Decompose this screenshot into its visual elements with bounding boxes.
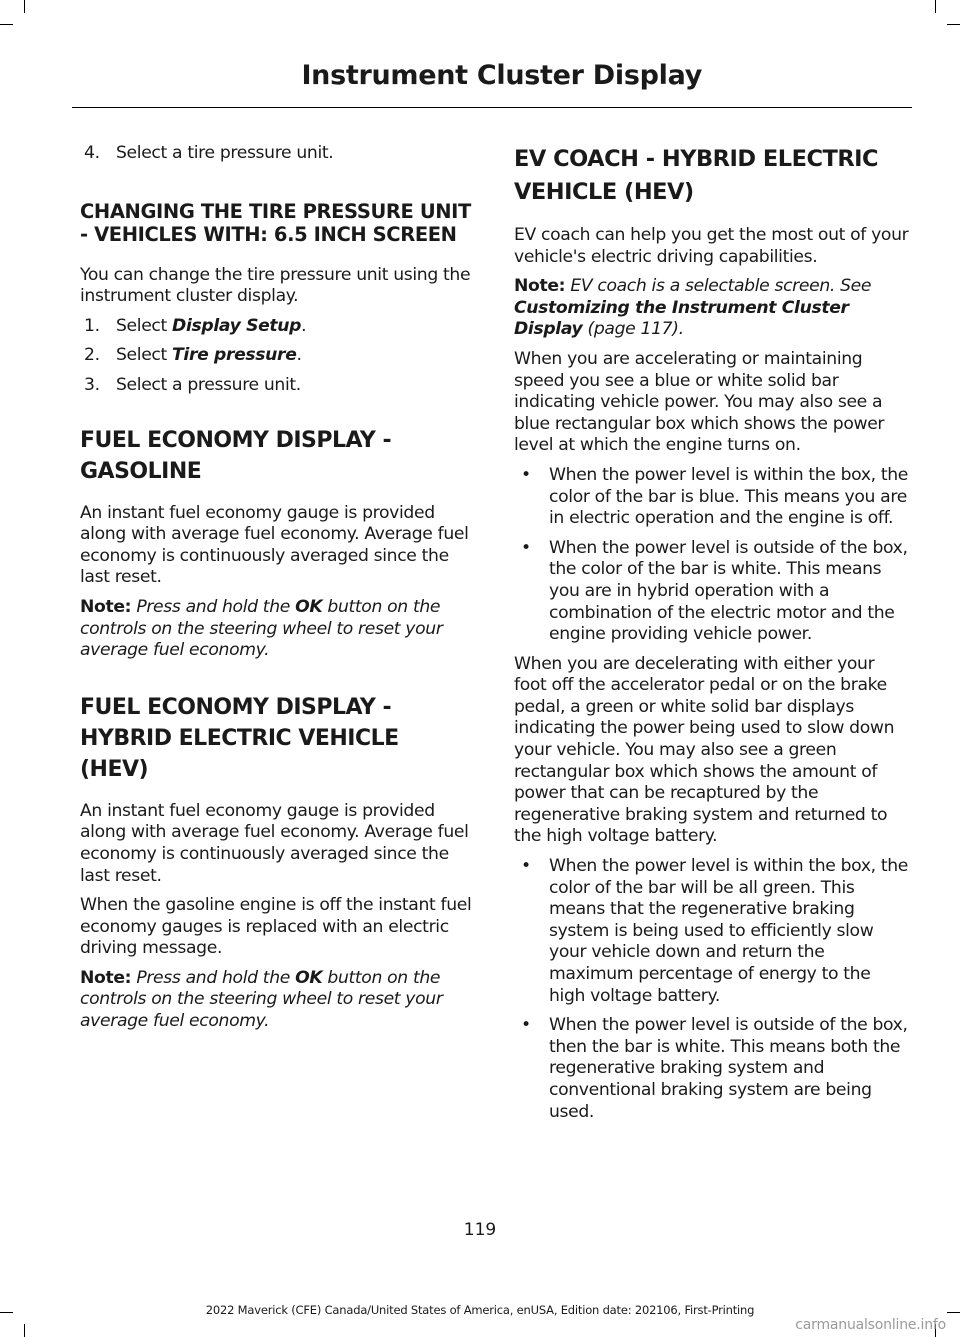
menu-reference: Display Setup bbox=[172, 315, 302, 336]
note-text: Press and hold the bbox=[131, 596, 296, 617]
crop-mark bbox=[935, 0, 936, 13]
step-number: 4. bbox=[84, 143, 100, 163]
page-header-title: Instrument Cluster Display bbox=[301, 60, 702, 91]
step-item bbox=[80, 345, 475, 367]
step-number: 2. bbox=[84, 345, 100, 366]
cross-reference-link[interactable]: Customizing the Instrument Cluster Display bbox=[514, 297, 849, 340]
step-text: Select a tire pressure unit. bbox=[116, 143, 334, 163]
header-rule bbox=[72, 107, 912, 108]
heading-line: FUEL ECONOMY DISPLAY - bbox=[80, 427, 392, 453]
step-text: . bbox=[296, 345, 302, 366]
heading-line: HYBRID ELECTRIC VEHICLE bbox=[80, 725, 399, 751]
step-text: . bbox=[301, 315, 307, 336]
bullet-icon: • bbox=[521, 856, 531, 877]
note-label: Note: bbox=[80, 596, 132, 617]
bullet-item bbox=[514, 856, 909, 1007]
note-text: (page 117). bbox=[582, 319, 684, 340]
bullet-text: When the power level is outside of the box, the color of the bar is white. This means you are in hybrid operation with a combination of the electric motor and the engine providing vehicle power. bbox=[549, 537, 908, 645]
heading-line: EV COACH - HYBRID ELECTRIC bbox=[514, 146, 879, 172]
note-text: Press and hold the bbox=[131, 967, 296, 988]
crop-mark bbox=[947, 24, 960, 25]
bullet-text: When the power level is within the box, the color of the bar is blue. This means you are in electric operation and the engine is off. bbox=[549, 464, 909, 529]
bullet-icon: • bbox=[521, 464, 531, 485]
step-item bbox=[80, 375, 475, 397]
step-item bbox=[80, 143, 475, 165]
heading-line: (HEV) bbox=[80, 756, 149, 782]
bullet-text: When the power level is outside of the box, then the bar is white. This means both the regenerative braking system and conventional braking system are being used. bbox=[549, 1015, 908, 1122]
paragraph: An instant fuel economy gauge is provided along with average fuel economy. Average fuel economy is continuously averaged since the last reset. bbox=[80, 800, 469, 886]
section-heading-ev-coach bbox=[514, 143, 909, 209]
right-column bbox=[514, 143, 909, 1123]
left-column bbox=[80, 143, 475, 1033]
bullet-icon: • bbox=[521, 537, 531, 558]
note bbox=[80, 597, 475, 662]
note bbox=[514, 276, 909, 341]
section-heading-fuel-economy-hev bbox=[80, 692, 475, 785]
paragraph: An instant fuel economy gauge is provided along with average fuel economy. Average fuel economy is continuously averaged since the last reset. bbox=[80, 502, 469, 588]
step-number: 3. bbox=[84, 374, 100, 395]
heading-line: GASOLINE bbox=[80, 458, 202, 484]
menu-reference: Tire pressure bbox=[172, 345, 297, 366]
note-label: Note: bbox=[514, 276, 566, 297]
heading-line: VEHICLE (HEV) bbox=[514, 179, 694, 205]
bullet-item bbox=[514, 538, 909, 646]
paragraph: When you are decelerating with either your foot off the accelerator pedal or on the brake pedal, a green or white solid bar displays indicating the power being used to slow down your vehicle. You may also see a green rectangular box which shows the amount of power that can be recaptured by the regenerative braking system and returned to the high voltage battery. bbox=[514, 653, 895, 847]
note bbox=[80, 968, 475, 1033]
bullet-item bbox=[514, 465, 909, 530]
step-text: Select a pressure unit. bbox=[116, 374, 301, 395]
paragraph: When you are accelerating or maintaining speed you see a blue or white solid bar indicating vehicle power. You may also see a blue rectangular box which shows the power level at which the engine turns on. bbox=[514, 348, 885, 456]
note-text: button on the controls on the steering wheel to reset your average fuel economy. bbox=[80, 967, 443, 1032]
footer-edition-info: 2022 Maverick (CFE) Canada/United States of America, enUSA, Edition date: 202106, First-Printing bbox=[205, 1303, 755, 1317]
note-label: Note: bbox=[80, 967, 132, 988]
crop-mark bbox=[24, 0, 25, 13]
step-number: 1. bbox=[84, 315, 100, 336]
section-heading-tire-pressure-unit: CHANGING THE TIRE PRESSURE UNIT - VEHICLES WITH: 6.5 INCH SCREEN bbox=[80, 199, 471, 246]
note-text: EV coach is a selectable screen. See bbox=[565, 276, 872, 297]
step-text: Select bbox=[116, 315, 173, 336]
bullet-text: When the power level is within the box, the color of the bar will be all green. This means that the regenerative braking system is being used to efficiently slow your vehicle down and return the maximum percentage of energy to the high voltage battery. bbox=[549, 856, 909, 1006]
step-item bbox=[80, 316, 475, 338]
note-text: button on the controls on the steering wheel to reset your average fuel economy. bbox=[80, 596, 443, 661]
button-reference: OK bbox=[295, 967, 323, 988]
page-number: 119 bbox=[463, 1220, 497, 1240]
bullet-icon: • bbox=[521, 1015, 531, 1036]
button-reference: OK bbox=[295, 596, 323, 617]
heading-line: FUEL ECONOMY DISPLAY - bbox=[80, 694, 392, 720]
paragraph: You can change the tire pressure unit using the instrument cluster display. bbox=[80, 264, 471, 307]
section-heading-fuel-economy-gasoline bbox=[80, 425, 475, 487]
crop-mark bbox=[24, 1324, 25, 1337]
watermark: carmanualsonline.info bbox=[795, 1317, 946, 1333]
paragraph: When the gasoline engine is off the instant fuel economy gauges is replaced with an electric driving message. bbox=[80, 895, 472, 959]
paragraph: EV coach can help you get the most out of your vehicle's electric driving capabilities. bbox=[514, 225, 909, 267]
step-text: Select bbox=[116, 345, 173, 366]
crop-mark bbox=[0, 24, 13, 25]
bullet-item bbox=[514, 1015, 909, 1123]
